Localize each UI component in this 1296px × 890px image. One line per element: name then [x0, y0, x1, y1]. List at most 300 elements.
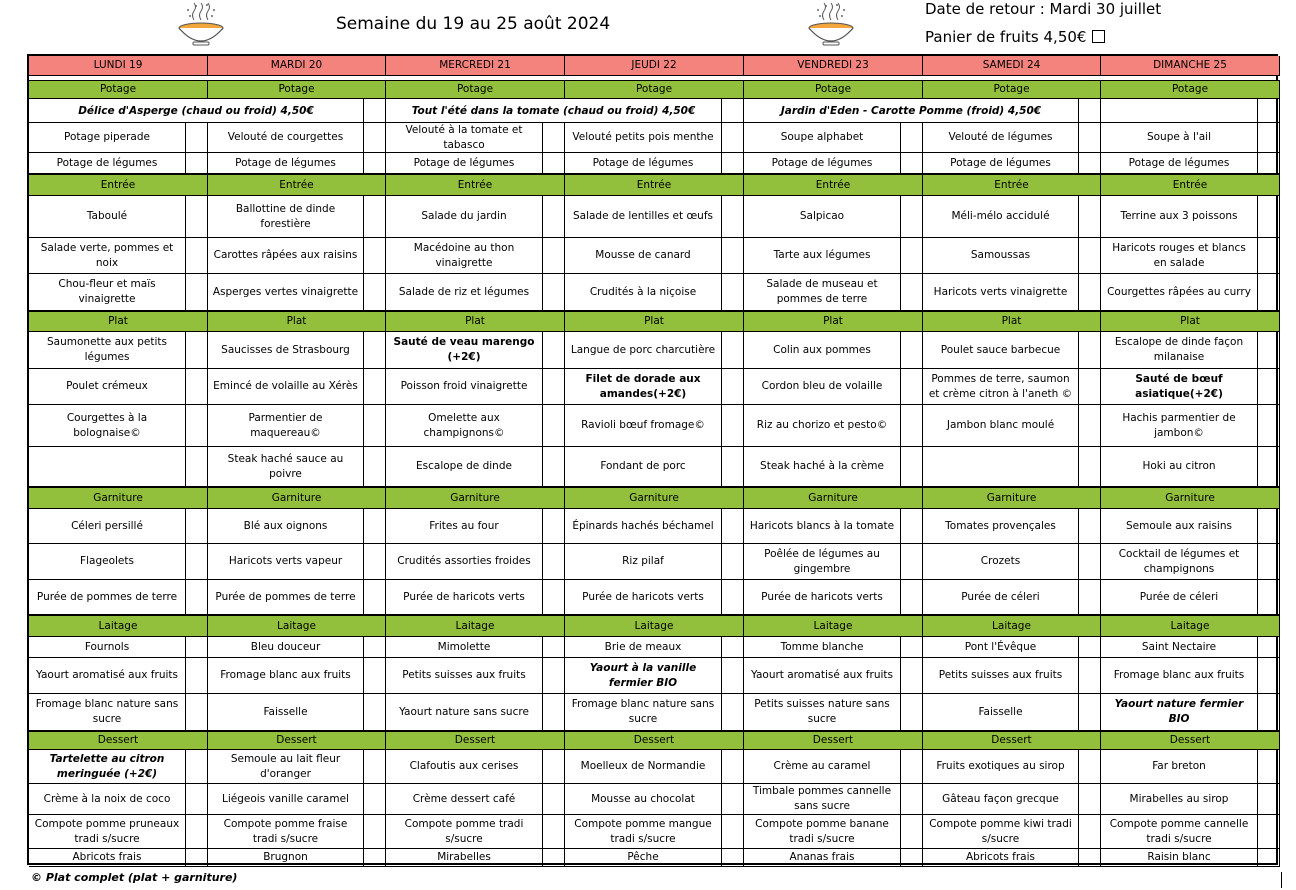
- menu-item: Sauté de bœuf asiatique(+2€): [1101, 369, 1258, 405]
- menu-item: [923, 447, 1079, 487]
- selection-checkbox[interactable]: [722, 196, 744, 238]
- selection-checkbox[interactable]: [543, 196, 565, 238]
- section-header-laitage: Laitage: [923, 615, 1101, 637]
- section-header-plat: Plat: [208, 311, 386, 332]
- selection-checkbox[interactable]: [722, 784, 744, 815]
- selection-checkbox[interactable]: [543, 815, 565, 849]
- menu-item: Velouté petits pois menthe: [565, 123, 722, 153]
- menu-item: Potage de légumes: [923, 153, 1079, 174]
- menu-item: Salade verte, pommes et noix: [29, 238, 186, 274]
- menu-item: Cordon bleu de volaille: [744, 369, 901, 405]
- menu-item: Crudités à la niçoise: [565, 274, 722, 311]
- menu-item: Courgettes râpées au curry: [1101, 274, 1258, 311]
- selection-checkbox[interactable]: [1258, 405, 1280, 447]
- menu-item: Mirabelles au sirop: [1101, 784, 1258, 815]
- menu-item: Purée de céleri: [923, 580, 1079, 615]
- selection-checkbox[interactable]: [901, 369, 923, 405]
- selection-checkbox[interactable]: [901, 784, 923, 815]
- menu-item: Soupe à l'ail: [1101, 123, 1258, 153]
- menu-item: Salade de lentilles et œufs: [565, 196, 722, 238]
- menu-item: Haricots blancs à la tomate: [744, 509, 901, 544]
- menu-item: Fruits exotiques au sirop: [923, 750, 1079, 784]
- menu-item: Fromage blanc nature sans sucre: [565, 694, 722, 731]
- menu-item: Crème dessert café: [386, 784, 543, 815]
- section-header-potage: Potage: [386, 80, 565, 99]
- menu-item: Petits suisses aux fruits: [923, 658, 1079, 694]
- soup-bowl-icon: [806, 2, 856, 48]
- selection-checkbox[interactable]: [722, 694, 744, 731]
- menu-item: Fromage blanc aux fruits: [1101, 658, 1258, 694]
- menu-item: Poisson froid vinaigrette: [386, 369, 543, 405]
- selection-checkbox[interactable]: [364, 580, 386, 615]
- selection-checkbox[interactable]: [722, 447, 744, 487]
- section-header-plat: Plat: [565, 311, 744, 332]
- menu-item: Emincé de volaille au Xérès: [208, 369, 364, 405]
- menu-item: Far breton: [1101, 750, 1258, 784]
- selection-checkbox[interactable]: [1079, 332, 1101, 369]
- section-header-garniture: Garniture: [744, 487, 923, 509]
- menu-item: Tartelette au citron meringuée (+2€): [29, 750, 186, 784]
- selection-checkbox[interactable]: [722, 544, 744, 580]
- day-header: VENDREDI 23: [744, 56, 923, 76]
- section-header-entree: Entrée: [744, 174, 923, 196]
- section-divider: [29, 486, 1276, 488]
- menu-item: Salade du jardin: [386, 196, 543, 238]
- menu-item: Purée de haricots verts: [565, 580, 722, 615]
- selection-checkbox[interactable]: [543, 274, 565, 311]
- selection-checkbox[interactable]: [901, 274, 923, 311]
- menu-item: Faisselle: [923, 694, 1079, 731]
- selection-checkbox[interactable]: [1079, 196, 1101, 238]
- selection-checkbox[interactable]: [186, 447, 208, 487]
- selection-checkbox[interactable]: [901, 815, 923, 849]
- selection-checkbox[interactable]: [722, 153, 744, 174]
- menu-item: Crozets: [923, 544, 1079, 580]
- section-header-garniture: Garniture: [923, 487, 1101, 509]
- day-header: DIMANCHE 25: [1101, 56, 1280, 76]
- menu-item: Potage de légumes: [386, 153, 543, 174]
- selection-checkbox[interactable]: [543, 153, 565, 174]
- selection-checkbox[interactable]: [186, 405, 208, 447]
- selection-checkbox[interactable]: [186, 123, 208, 153]
- special-soup: Délice d'Asperge (chaud ou froid) 4,50€: [29, 99, 364, 123]
- selection-checkbox[interactable]: [364, 405, 386, 447]
- section-header-dessert: Dessert: [29, 731, 208, 750]
- selection-checkbox[interactable]: [543, 544, 565, 580]
- footnote: © Plat complet (plat + garniture): [31, 871, 238, 884]
- menu-item: Flageolets: [29, 544, 186, 580]
- selection-checkbox[interactable]: [186, 658, 208, 694]
- menu-item: Mimolette: [386, 637, 543, 658]
- menu-item: Fromage blanc aux fruits: [208, 658, 364, 694]
- menu-item: Épinards hachés béchamel: [565, 509, 722, 544]
- selection-checkbox[interactable]: [722, 750, 744, 784]
- menu-item: Pêche: [565, 849, 722, 867]
- menu-item: Fondant de porc: [565, 447, 722, 487]
- selection-checkbox[interactable]: [186, 849, 208, 867]
- menu-item: Cocktail de légumes et champignons: [1101, 544, 1258, 580]
- selection-checkbox[interactable]: [364, 637, 386, 658]
- menu-item: Hachis parmentier de jambon©: [1101, 405, 1258, 447]
- selection-checkbox[interactable]: [901, 196, 923, 238]
- menu-item: Ravioli bœuf fromage©: [565, 405, 722, 447]
- menu-item: Haricots verts vapeur: [208, 544, 364, 580]
- selection-checkbox[interactable]: [543, 637, 565, 658]
- menu-item: Petits suisses nature sans sucre: [744, 694, 901, 731]
- menu-item: Fournols: [29, 637, 186, 658]
- selection-checkbox[interactable]: [1258, 238, 1280, 274]
- selection-checkbox[interactable]: [186, 369, 208, 405]
- section-header-entree: Entrée: [565, 174, 744, 196]
- menu-item: Mousse au chocolat: [565, 784, 722, 815]
- selection-checkbox[interactable]: [186, 637, 208, 658]
- menu-item: Céleri persillé: [29, 509, 186, 544]
- selection-checkbox[interactable]: [543, 694, 565, 731]
- selection-checkbox[interactable]: [901, 849, 923, 867]
- selection-checkbox[interactable]: [364, 196, 386, 238]
- menu-item: Crudités assorties froides: [386, 544, 543, 580]
- selection-checkbox[interactable]: [1258, 99, 1280, 123]
- fruit-basket-label: Panier de fruits 4,50€: [925, 28, 1087, 46]
- menu-item: Saumonette aux petits légumes: [29, 332, 186, 369]
- selection-checkbox[interactable]: [543, 238, 565, 274]
- day-header: SAMEDI 24: [923, 56, 1101, 76]
- week-title: Semaine du 19 au 25 août 2024: [336, 14, 611, 34]
- selection-checkbox[interactable]: [1258, 637, 1280, 658]
- menu-item: Steak haché sauce au poivre: [208, 447, 364, 487]
- selection-checkbox[interactable]: [722, 238, 744, 274]
- selection-checkbox[interactable]: [186, 815, 208, 849]
- selection-checkbox[interactable]: [722, 369, 744, 405]
- selection-checkbox[interactable]: [1079, 849, 1101, 867]
- menu-item: Semoule au lait fleur d'oranger: [208, 750, 364, 784]
- selection-checkbox[interactable]: [364, 694, 386, 731]
- section-header-entree: Entrée: [386, 174, 565, 196]
- menu-item: Salpicao: [744, 196, 901, 238]
- selection-checkbox[interactable]: [1079, 815, 1101, 849]
- selection-checkbox[interactable]: [186, 238, 208, 274]
- menu-item: Velouté de légumes: [923, 123, 1079, 153]
- selection-checkbox[interactable]: [901, 123, 923, 153]
- section-header-plat: Plat: [923, 311, 1101, 332]
- selection-checkbox[interactable]: [901, 637, 923, 658]
- menu-item: Yaourt aromatisé aux fruits: [744, 658, 901, 694]
- section-header-potage: Potage: [744, 80, 923, 99]
- menu-item: Steak haché à la crème: [744, 447, 901, 487]
- selection-checkbox[interactable]: [722, 580, 744, 615]
- selection-checkbox[interactable]: [722, 509, 744, 544]
- section-header-laitage: Laitage: [208, 615, 386, 637]
- selection-checkbox[interactable]: [1258, 196, 1280, 238]
- menu-item: Purée de haricots verts: [744, 580, 901, 615]
- selection-checkbox[interactable]: [722, 637, 744, 658]
- weekly-menu-table: [27, 54, 1278, 865]
- selection-checkbox[interactable]: [543, 332, 565, 369]
- menu-item: Gâteau façon grecque: [923, 784, 1079, 815]
- selection-checkbox[interactable]: [543, 658, 565, 694]
- menu-item: Sauté de veau marengo (+2€): [386, 332, 543, 369]
- selection-checkbox[interactable]: [901, 447, 923, 487]
- selection-checkbox[interactable]: [722, 815, 744, 849]
- section-header-entree: Entrée: [208, 174, 386, 196]
- selection-checkbox[interactable]: [186, 332, 208, 369]
- selection-checkbox[interactable]: [364, 238, 386, 274]
- section-header-entree: Entrée: [923, 174, 1101, 196]
- selection-checkbox[interactable]: [1079, 274, 1101, 311]
- selection-checkbox[interactable]: [1258, 580, 1280, 615]
- selection-checkbox[interactable]: [364, 153, 386, 174]
- menu-item: Crème à la noix de coco: [29, 784, 186, 815]
- selection-checkbox[interactable]: [1079, 99, 1101, 123]
- menu-item: Escalope de dinde: [386, 447, 543, 487]
- menu-item: Potage de légumes: [565, 153, 722, 174]
- menu-item: Velouté de courgettes: [208, 123, 364, 153]
- selection-checkbox[interactable]: [722, 99, 744, 123]
- selection-checkbox[interactable]: [1258, 694, 1280, 731]
- selection-checkbox[interactable]: [1258, 849, 1280, 867]
- selection-checkbox[interactable]: [364, 544, 386, 580]
- menu-item: Asperges vertes vinaigrette: [208, 274, 364, 311]
- menu-item: Potage de légumes: [744, 153, 901, 174]
- section-header-plat: Plat: [386, 311, 565, 332]
- selection-checkbox[interactable]: [901, 694, 923, 731]
- selection-checkbox[interactable]: [186, 580, 208, 615]
- section-header-potage: Potage: [29, 80, 208, 99]
- selection-checkbox[interactable]: [1258, 447, 1280, 487]
- menu-item: Abricots frais: [923, 849, 1079, 867]
- menu-item: Petits suisses aux fruits: [386, 658, 543, 694]
- section-header-entree: Entrée: [1101, 174, 1280, 196]
- menu-item: Frites au four: [386, 509, 543, 544]
- section-header-garniture: Garniture: [208, 487, 386, 509]
- section-header-laitage: Laitage: [744, 615, 923, 637]
- selection-checkbox[interactable]: [1079, 405, 1101, 447]
- menu-item: Poulet crémeux: [29, 369, 186, 405]
- menu-item: Haricots verts vinaigrette: [923, 274, 1079, 311]
- menu-item: Timbale pommes cannelle sans sucre: [744, 784, 901, 815]
- selection-checkbox[interactable]: [543, 849, 565, 867]
- menu-item: Compote pomme banane tradi s/sucre: [744, 815, 901, 849]
- selection-checkbox[interactable]: [1079, 509, 1101, 544]
- menu-item: Brie de meaux: [565, 637, 722, 658]
- menu-item: Escalope de dinde façon milanaise: [1101, 332, 1258, 369]
- menu-item: Poulet sauce barbecue: [923, 332, 1079, 369]
- day-header: MERCREDI 21: [386, 56, 565, 76]
- menu-item: Poêlée de légumes au gingembre: [744, 544, 901, 580]
- menu-item: Omelette aux champignons©: [386, 405, 543, 447]
- selection-checkbox[interactable]: [364, 369, 386, 405]
- selection-checkbox[interactable]: [1258, 274, 1280, 311]
- day-header: LUNDI 19: [29, 56, 208, 76]
- section-header-laitage: Laitage: [29, 615, 208, 637]
- selection-checkbox[interactable]: [1079, 123, 1101, 153]
- selection-checkbox[interactable]: [1079, 544, 1101, 580]
- selection-checkbox[interactable]: [1079, 369, 1101, 405]
- fruit-basket-line: [925, 28, 1105, 46]
- selection-checkbox[interactable]: [186, 544, 208, 580]
- menu-item: Filet de dorade aux amandes(+2€): [565, 369, 722, 405]
- menu-item: Purée de haricots verts: [386, 580, 543, 615]
- selection-checkbox[interactable]: [1258, 369, 1280, 405]
- selection-checkbox[interactable]: [364, 447, 386, 487]
- menu-item: Salade de riz et légumes: [386, 274, 543, 311]
- special-soup: Tout l'été dans la tomate (chaud ou froid) 4,50€: [386, 99, 722, 123]
- menu-item: Salade de museau et pommes de terre: [744, 274, 901, 311]
- section-divider: [29, 614, 1276, 616]
- selection-checkbox[interactable]: [364, 750, 386, 784]
- selection-checkbox[interactable]: [1079, 750, 1101, 784]
- selection-checkbox[interactable]: [364, 784, 386, 815]
- section-header-plat: Plat: [744, 311, 923, 332]
- menu-item: Mirabelles: [386, 849, 543, 867]
- selection-checkbox[interactable]: [364, 849, 386, 867]
- selection-checkbox[interactable]: [186, 750, 208, 784]
- selection-checkbox[interactable]: [901, 153, 923, 174]
- menu-item: Purée de céleri: [1101, 580, 1258, 615]
- selection-checkbox[interactable]: [364, 509, 386, 544]
- selection-checkbox[interactable]: [186, 784, 208, 815]
- selection-checkbox[interactable]: [364, 332, 386, 369]
- menu-item: Moelleux de Normandie: [565, 750, 722, 784]
- selection-checkbox[interactable]: [186, 509, 208, 544]
- menu-item: Hoki au citron: [1101, 447, 1258, 487]
- selection-checkbox[interactable]: [186, 694, 208, 731]
- selection-checkbox[interactable]: [1079, 658, 1101, 694]
- selection-checkbox[interactable]: [1079, 784, 1101, 815]
- selection-checkbox[interactable]: [722, 405, 744, 447]
- menu-item: Parmentier de maquereau©: [208, 405, 364, 447]
- selection-checkbox[interactable]: [186, 153, 208, 174]
- selection-checkbox[interactable]: [1258, 509, 1280, 544]
- menu-item: Riz pilaf: [565, 544, 722, 580]
- section-header-potage: Potage: [923, 80, 1101, 99]
- section-header-laitage: Laitage: [1101, 615, 1280, 637]
- menu-item: Samoussas: [923, 238, 1079, 274]
- selection-checkbox[interactable]: [364, 658, 386, 694]
- menu-item: Crème au caramel: [744, 750, 901, 784]
- selection-checkbox[interactable]: [901, 544, 923, 580]
- selection-checkbox[interactable]: [543, 447, 565, 487]
- divider: [1281, 872, 1282, 888]
- selection-checkbox[interactable]: [364, 274, 386, 311]
- selection-checkbox[interactable]: [1079, 238, 1101, 274]
- menu-item: Abricots frais: [29, 849, 186, 867]
- selection-checkbox[interactable]: [722, 332, 744, 369]
- menu-item: Raisin blanc: [1101, 849, 1258, 867]
- selection-checkbox[interactable]: [1079, 153, 1101, 174]
- selection-checkbox[interactable]: [722, 274, 744, 311]
- menu-item: [1101, 99, 1258, 123]
- selection-checkbox[interactable]: [722, 123, 744, 153]
- menu-item: Fromage blanc nature sans sucre: [29, 694, 186, 731]
- selection-checkbox[interactable]: [543, 580, 565, 615]
- menu-item: Pont l'Évêque: [923, 637, 1079, 658]
- selection-checkbox[interactable]: [1079, 447, 1101, 487]
- section-header-garniture: Garniture: [1101, 487, 1280, 509]
- menu-item: Haricots rouges et blancs en salade: [1101, 238, 1258, 274]
- selection-checkbox[interactable]: [722, 658, 744, 694]
- selection-checkbox[interactable]: [1258, 123, 1280, 153]
- menu-item: [29, 447, 186, 487]
- section-header-potage: Potage: [565, 80, 744, 99]
- menu-item: Velouté à la tomate et tabasco: [386, 123, 543, 153]
- selection-checkbox[interactable]: [901, 580, 923, 615]
- selection-checkbox[interactable]: [1079, 637, 1101, 658]
- fruit-basket-checkbox[interactable]: [1092, 30, 1105, 43]
- section-header-laitage: Laitage: [386, 615, 565, 637]
- selection-checkbox[interactable]: [543, 123, 565, 153]
- menu-item: Faisselle: [208, 694, 364, 731]
- section-divider: [29, 310, 1276, 312]
- section-header-potage: Potage: [1101, 80, 1280, 99]
- selection-checkbox[interactable]: [186, 196, 208, 238]
- selection-checkbox[interactable]: [1079, 694, 1101, 731]
- selection-checkbox[interactable]: [543, 750, 565, 784]
- selection-checkbox[interactable]: [1258, 153, 1280, 174]
- selection-checkbox[interactable]: [901, 238, 923, 274]
- menu-item: Brugnon: [208, 849, 364, 867]
- selection-checkbox[interactable]: [901, 658, 923, 694]
- menu-item: Terrine aux 3 poissons: [1101, 196, 1258, 238]
- selection-checkbox[interactable]: [901, 750, 923, 784]
- return-date: Date de retour : Mardi 30 juillet: [925, 0, 1162, 18]
- selection-checkbox[interactable]: [543, 405, 565, 447]
- selection-checkbox[interactable]: [901, 405, 923, 447]
- menu-item: Purée de pommes de terre: [208, 580, 364, 615]
- menu-item: Potage de légumes: [29, 153, 186, 174]
- selection-checkbox[interactable]: [1258, 332, 1280, 369]
- selection-checkbox[interactable]: [364, 815, 386, 849]
- selection-checkbox[interactable]: [1258, 784, 1280, 815]
- menu-item: Courgettes à la bolognaise©: [29, 405, 186, 447]
- selection-checkbox[interactable]: [901, 332, 923, 369]
- menu-item: Clafoutis aux cerises: [386, 750, 543, 784]
- selection-checkbox[interactable]: [543, 369, 565, 405]
- selection-checkbox[interactable]: [543, 509, 565, 544]
- section-header-potage: Potage: [208, 80, 386, 99]
- selection-checkbox[interactable]: [722, 849, 744, 867]
- selection-checkbox[interactable]: [186, 274, 208, 311]
- menu-item: Macédoine au thon vinaigrette: [386, 238, 543, 274]
- menu-item: Ballottine de dinde forestière: [208, 196, 364, 238]
- menu-item: Liégeois vanille caramel: [208, 784, 364, 815]
- menu-item: Purée de pommes de terre: [29, 580, 186, 615]
- menu-item: Ananas frais: [744, 849, 901, 867]
- section-header-entree: Entrée: [29, 174, 208, 196]
- selection-checkbox[interactable]: [1258, 658, 1280, 694]
- menu-item: Taboulé: [29, 196, 186, 238]
- section-divider: [29, 730, 1276, 732]
- selection-checkbox[interactable]: [1258, 815, 1280, 849]
- selection-checkbox[interactable]: [364, 99, 386, 123]
- menu-item: Chou-fleur et maïs vinaigrette: [29, 274, 186, 311]
- section-header-garniture: Garniture: [29, 487, 208, 509]
- selection-checkbox[interactable]: [364, 123, 386, 153]
- menu-item: Potage de légumes: [1101, 153, 1258, 174]
- selection-checkbox[interactable]: [543, 784, 565, 815]
- selection-checkbox[interactable]: [1079, 580, 1101, 615]
- day-header: MARDI 20: [208, 56, 386, 76]
- selection-checkbox[interactable]: [1258, 544, 1280, 580]
- menu-item: Compote pomme fraise tradi s/sucre: [208, 815, 364, 849]
- section-header-plat: Plat: [29, 311, 208, 332]
- selection-checkbox[interactable]: [901, 509, 923, 544]
- selection-checkbox[interactable]: [1258, 750, 1280, 784]
- section-header-laitage: Laitage: [565, 615, 744, 637]
- menu-item: Yaourt nature sans sucre: [386, 694, 543, 731]
- soup-bowl-icon: [176, 2, 226, 48]
- day-header: JEUDI 22: [565, 56, 744, 76]
